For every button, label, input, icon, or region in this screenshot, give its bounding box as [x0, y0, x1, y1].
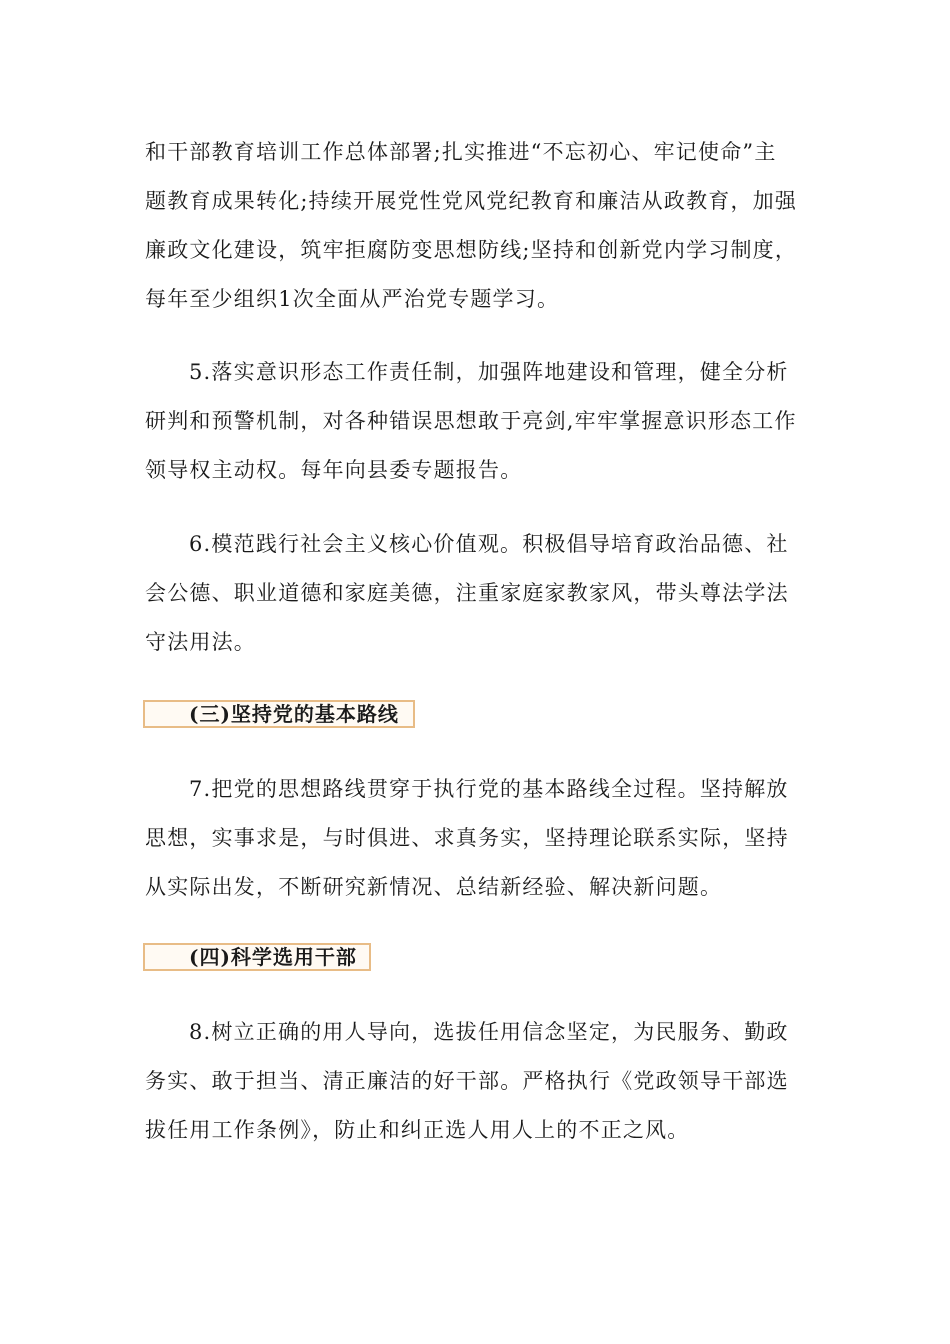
paragraph-item-6 — [145, 520, 805, 667]
paragraph-line: 5.落实意识形态工作责任制，加强阵地建设和管理，健全分析 — [189, 360, 789, 384]
paragraph-line: 题教育成果转化;持续开展党性党风党纪教育和廉洁从政教育，加强 — [145, 189, 798, 213]
paragraph-line: 领导权主动权。每年向县委专题报告。 — [145, 458, 523, 482]
paragraph-line: 7.把党的思想路线贯穿于执行党的基本路线全过程。坚持解放 — [189, 777, 789, 801]
paragraph-item-5 — [145, 348, 805, 495]
paragraph-line: 6.模范践行社会主义核心价值观。积极倡导培育政治品德、社 — [189, 532, 789, 556]
paragraph-training-education — [145, 128, 805, 324]
paragraph-line: 每年至少组织1次全面从严治党专题学习。 — [145, 287, 560, 311]
paragraph-line: 和干部教育培训工作总体部署;扎实推进“不忘初心、牢记使命”主 — [145, 140, 777, 164]
paragraph-line: 思想，实事求是，与时俱进、求真务实，坚持理论联系实际，坚持 — [145, 826, 789, 850]
paragraph-line: 守法用法。 — [145, 630, 256, 654]
paragraph-line: 从实际出发，不断研究新情况、总结新经验、解决新问题。 — [145, 875, 723, 899]
paragraph-line: 8.树立正确的用人导向，选拔任用信念坚定，为民服务、勤政 — [189, 1020, 789, 1044]
paragraph-line: 研判和预警机制，对各种错误思想敢于亮剑,牢牢掌握意识形态工作 — [145, 409, 797, 433]
section-heading-basic-line: (三)坚持党的基本路线 — [143, 700, 415, 728]
paragraph-item-7 — [145, 765, 805, 912]
paragraph-item-8 — [145, 1008, 805, 1155]
section-heading-cadre-selection: (四)科学选用干部 — [143, 943, 371, 971]
paragraph-line: 务实、敢于担当、清正廉洁的好干部。严格执行《党政领导干部选 — [145, 1069, 789, 1093]
paragraph-line: 拔任用工作条例》，防止和纠正选人用人上的不正之风。 — [145, 1118, 690, 1142]
paragraph-line: 廉政文化建设，筑牢拒腐防变思想防线;坚持和创新党内学习制度， — [145, 238, 798, 262]
paragraph-line: 会公德、职业道德和家庭美德，注重家庭家教家风，带头尊法学法 — [145, 581, 789, 605]
